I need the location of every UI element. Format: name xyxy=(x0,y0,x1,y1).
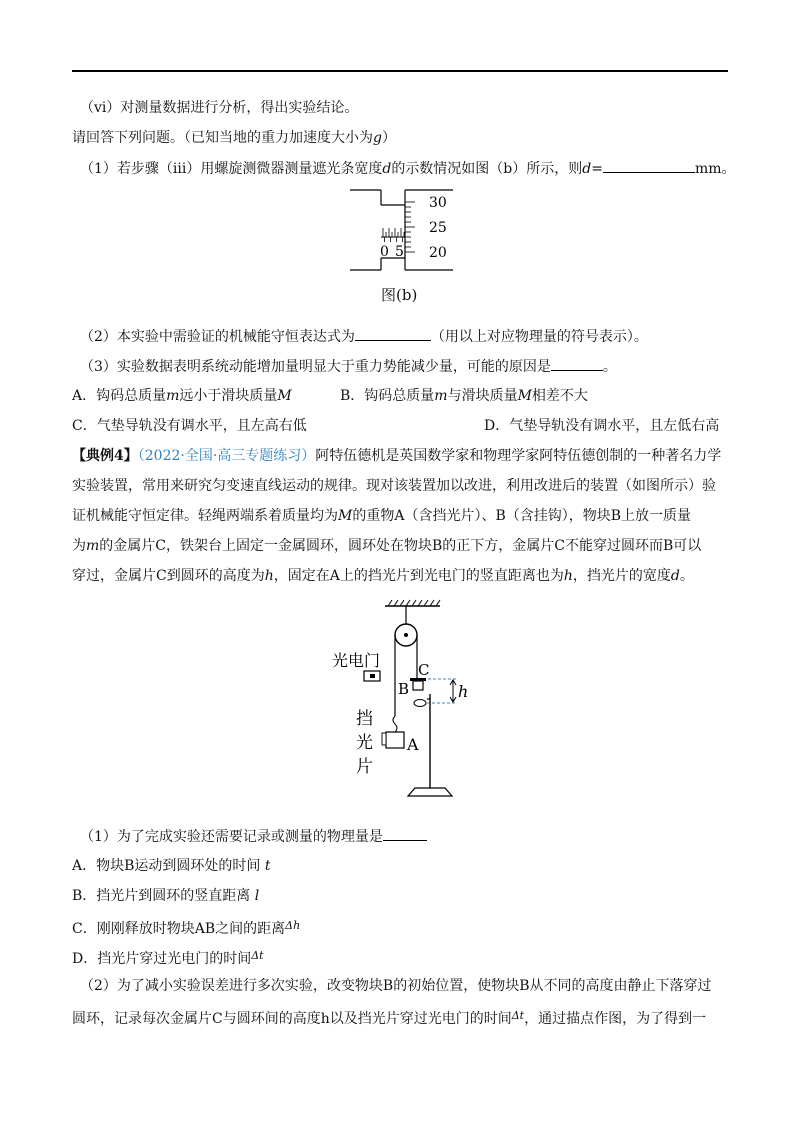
part-1-line: （1）为了完成实验还需要记录或测量的物理量是 xyxy=(80,826,427,847)
example-4-line-4: 为m的金属片C，铁架台上固定一金属圆环，圆环处在物块B的正下方，金属片C不能穿过圆环而B可以 xyxy=(72,538,702,554)
example-4-line-5: 穿过，金属片C到圆环的高度为h，固定在A上的挡光片到光电门的竖直距离也为h，挡光片的宽度d。 xyxy=(72,568,694,584)
question-1-line: （1）若步骤（iii）用螺旋测微器测量遮光条宽度d的示数情况如图（b）所示，则d= mm。 xyxy=(80,158,736,179)
example-4-line-1: 【典例4】（2022·全国·高三专题练习）阿特伍德机是英国数学家和物理学家阿特伍德创制的一种著名力学 xyxy=(72,448,722,464)
thimble-label-30: 30 xyxy=(429,195,447,211)
example-source-link[interactable]: （2022·全国·高三专题练习） xyxy=(137,448,316,464)
option-d: D．气垫导轨没有调水平，且左低右高 xyxy=(484,418,720,434)
label-b: B xyxy=(398,680,410,698)
part-2-line-2: 圆环，记录每次金属片C与圆环间的高度h以及挡光片穿过光电门的时间$^{\Delta t}$，通过描点作图，为了得到一 xyxy=(72,1009,707,1027)
answer-blank-expression[interactable] xyxy=(355,326,431,341)
label-photogate: 光电门 xyxy=(332,651,381,670)
option-b: B．钩码总质量m与滑块质量M相差不大 xyxy=(340,388,588,404)
micrometer-figure xyxy=(345,180,465,280)
shading-strip xyxy=(382,733,386,745)
instruction-line: 请回答下列问题。（已知当地的重力加速度大小为g） xyxy=(72,130,396,146)
stand-base xyxy=(408,788,452,796)
label-pian: 片 xyxy=(356,757,373,777)
label-h: h xyxy=(458,682,469,701)
label-a: A xyxy=(407,735,419,754)
question-2-line: （2）本实验中需验证的机械能守恒表达式为 （用以上对应物理量的符号表示）。 xyxy=(80,326,648,347)
part-2-line-1: （2）为了减小实验误差进行多次实验，改变物块B的初始位置，使物块B从不同的高度由静止下落穿过 xyxy=(80,978,712,994)
answer-blank-part-1[interactable] xyxy=(383,826,427,841)
part-1-option-b: B．挡光片到圆环的竖直距离 l xyxy=(72,888,260,904)
example-4-line-3: 证机械能守恒定律。轻绳两端系着质量均为M的重物A（含挡光片）、B（含挂钩），物块B上放一质量 xyxy=(72,508,692,524)
part-1-option-d: D．挡光片穿过光电门的时间$^{\Delta t}$ xyxy=(72,949,264,967)
example-title: 【典例4】 xyxy=(72,448,138,464)
label-guang: 光 xyxy=(356,733,373,753)
option-a: A．钩码总质量m远小于滑块质量M xyxy=(72,388,292,404)
answer-blank-reason[interactable] xyxy=(551,356,603,371)
weight-a xyxy=(386,732,404,748)
atwood-machine-figure xyxy=(330,598,490,808)
thimble-label-25: 25 xyxy=(429,220,447,236)
block-b xyxy=(413,681,423,690)
sleeve-label-0: 0 xyxy=(380,244,389,260)
label-c: C xyxy=(418,661,430,679)
label-dang: 挡 xyxy=(356,709,373,729)
step-vi-line: （vi）对测量数据进行分析，得出实验结论。 xyxy=(80,100,359,116)
figure-b-caption: 图(b) xyxy=(381,286,418,304)
question-3-line: （3）实验数据表明系统动能增加量明显大于重力势能减少量，可能的原因是 。 xyxy=(80,356,617,377)
part-1-option-a: A．物块B运动到圆环处的时间 t xyxy=(72,858,271,874)
example-4-line-2: 实验装置，常用来研究匀变速直线运动的规律。现对该装置加以改进，利用改进后的装置（如图所示）验 xyxy=(72,478,716,494)
header-rule xyxy=(72,70,728,72)
metal-ring xyxy=(414,700,426,707)
sleeve-label-5: 5 xyxy=(395,244,404,260)
part-1-option-c: C．刚刚释放时物块AB之间的距离$^{\Delta h}$ xyxy=(72,919,301,937)
thimble-label-20: 20 xyxy=(429,245,447,261)
option-c: C．气垫导轨没有调水平，且左高右低 xyxy=(72,418,307,434)
answer-blank-d[interactable] xyxy=(603,158,695,173)
